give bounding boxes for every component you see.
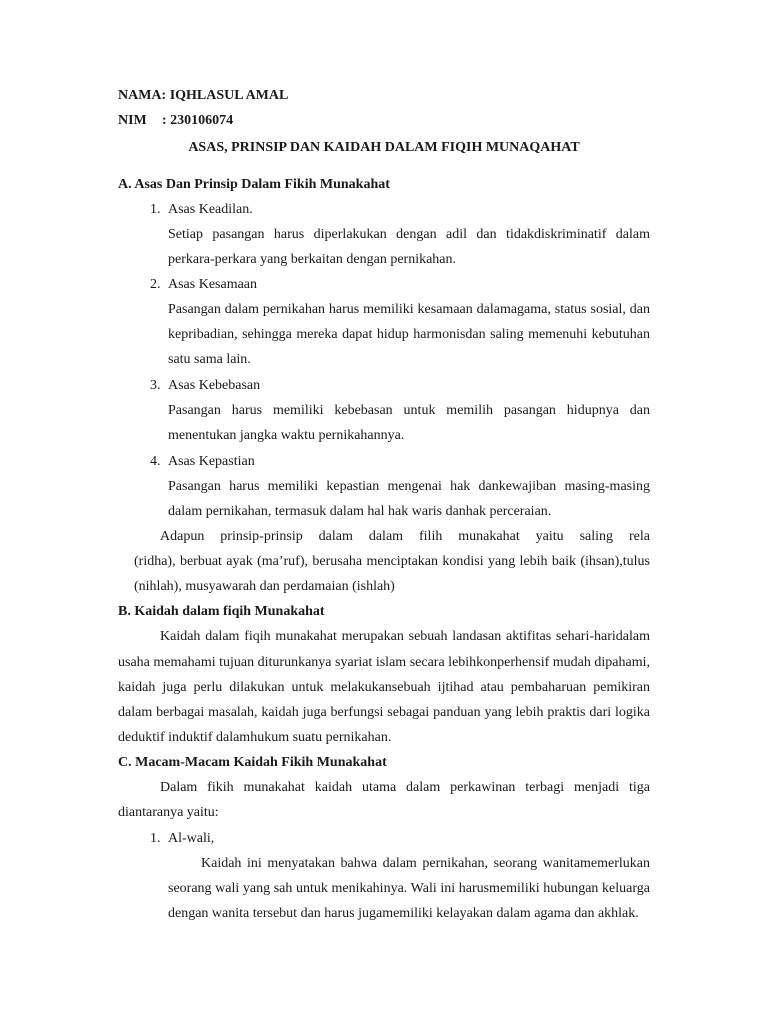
paragraph-line: kaidah juga perlu dilakukan untuk melakukansebuah ijtihad atau pembaharuan pemikiran: [118, 680, 650, 695]
paragraph-line: Pasangan dalam pernikahan harus memiliki kesamaan dalamagama, status sosial, dan: [168, 302, 650, 317]
list-item-title: Asas Kebebasan: [168, 378, 261, 393]
paragraph-line: Dalam fikih munakahat kaidah utama dalam perkawinan terbagi menjadi tiga: [160, 780, 650, 795]
list-number: 2.: [150, 277, 161, 292]
list-item-title: Asas Kesamaan: [168, 277, 258, 292]
list-item-title: Asas Kepastian: [168, 454, 255, 469]
list-number: 3.: [150, 378, 161, 393]
paragraph-line: Setiap pasangan harus diperlakukan dengan adil dan tidakdiskriminatif dalam: [168, 227, 650, 242]
nim-label: NIM: [118, 113, 147, 128]
paragraph-line: seorang wali yang sah untuk menikahinya. Wali ini harusmemiliki hubungan keluarga: [168, 881, 650, 896]
section-c-heading: C. Macam-Macam Kaidah Fikih Munakahat: [118, 755, 387, 770]
paragraph-line: dengan wanita tersebut dan harus jugamemiliki kelayakan dalam agama dan akhlak.: [168, 906, 639, 921]
section-a-heading: A. Asas Dan Prinsip Dalam Fikih Munakahat: [118, 177, 390, 192]
nim-value: : 230106074: [162, 113, 234, 128]
list-item-title: Asas Keadilan.: [168, 202, 253, 217]
paragraph-line: diantaranya yaitu:: [118, 805, 219, 820]
list-number: 1.: [150, 831, 161, 846]
list-number: 4.: [150, 454, 161, 469]
paragraph-line: menentukan jangka waktu pernikahannya.: [168, 428, 405, 443]
paragraph-line: Kaidah ini menyatakan bahwa dalam pernikahan, seorang wanitamemerlukan: [201, 856, 650, 871]
paragraph-line: kepribadian, sehingga mereka dapat hidup harmonisdan saling memenuhi kebutuhan: [168, 327, 650, 342]
paragraph-line: Kaidah dalam fiqih munakahat merupakan sebuah landasan aktifitas sehari-haridalam: [160, 629, 650, 644]
paragraph-line: Adapun prinsip-prinsip dalam dalam filih munakahat yaitu saling rela: [160, 529, 650, 544]
paragraph-line: deduktif induktif dalamhukum suatu pernikahan.: [118, 730, 392, 745]
paragraph-line: (ridha), berbuat ayak (ma’ruf), berusaha menciptakan kondisi yang lebih baik (ihsan),tulus: [134, 554, 650, 569]
list-item-title: Al-wali,: [168, 831, 215, 846]
paragraph-line: Pasangan harus memiliki kepastian mengenai hak dankewajiban masing-masing: [168, 479, 650, 494]
document-title: ASAS, PRINSIP DAN KAIDAH DALAM FIQIH MUNAQAHAT: [188, 140, 580, 155]
paragraph-line: satu sama lain.: [168, 352, 251, 367]
section-b-heading: B. Kaidah dalam fiqih Munakahat: [118, 604, 325, 619]
list-number: 1.: [150, 202, 161, 217]
paragraph-line: dalam berbagai masalah, kaidah juga berfungsi sebagai panduan yang lebih praktis dari logika: [118, 705, 650, 720]
paragraph-line: (nihlah), musyawarah dan perdamaian (ishlah): [134, 579, 395, 594]
student-name: NAMA: IQHLASUL AMAL: [118, 88, 289, 103]
paragraph-line: dalam pernikahan, termasuk dalam hal hak waris danhak perceraian.: [168, 504, 552, 519]
paragraph-line: perkara-perkara yang berkaitan dengan pernikahan.: [168, 252, 457, 267]
paragraph-line: usaha memahami tujuan diturunkanya syariat islam secara lebihkonperhensif mudah dipahami,: [118, 655, 650, 670]
paragraph-line: Pasangan harus memiliki kebebasan untuk memilih pasangan hidupnya dan: [168, 403, 650, 418]
